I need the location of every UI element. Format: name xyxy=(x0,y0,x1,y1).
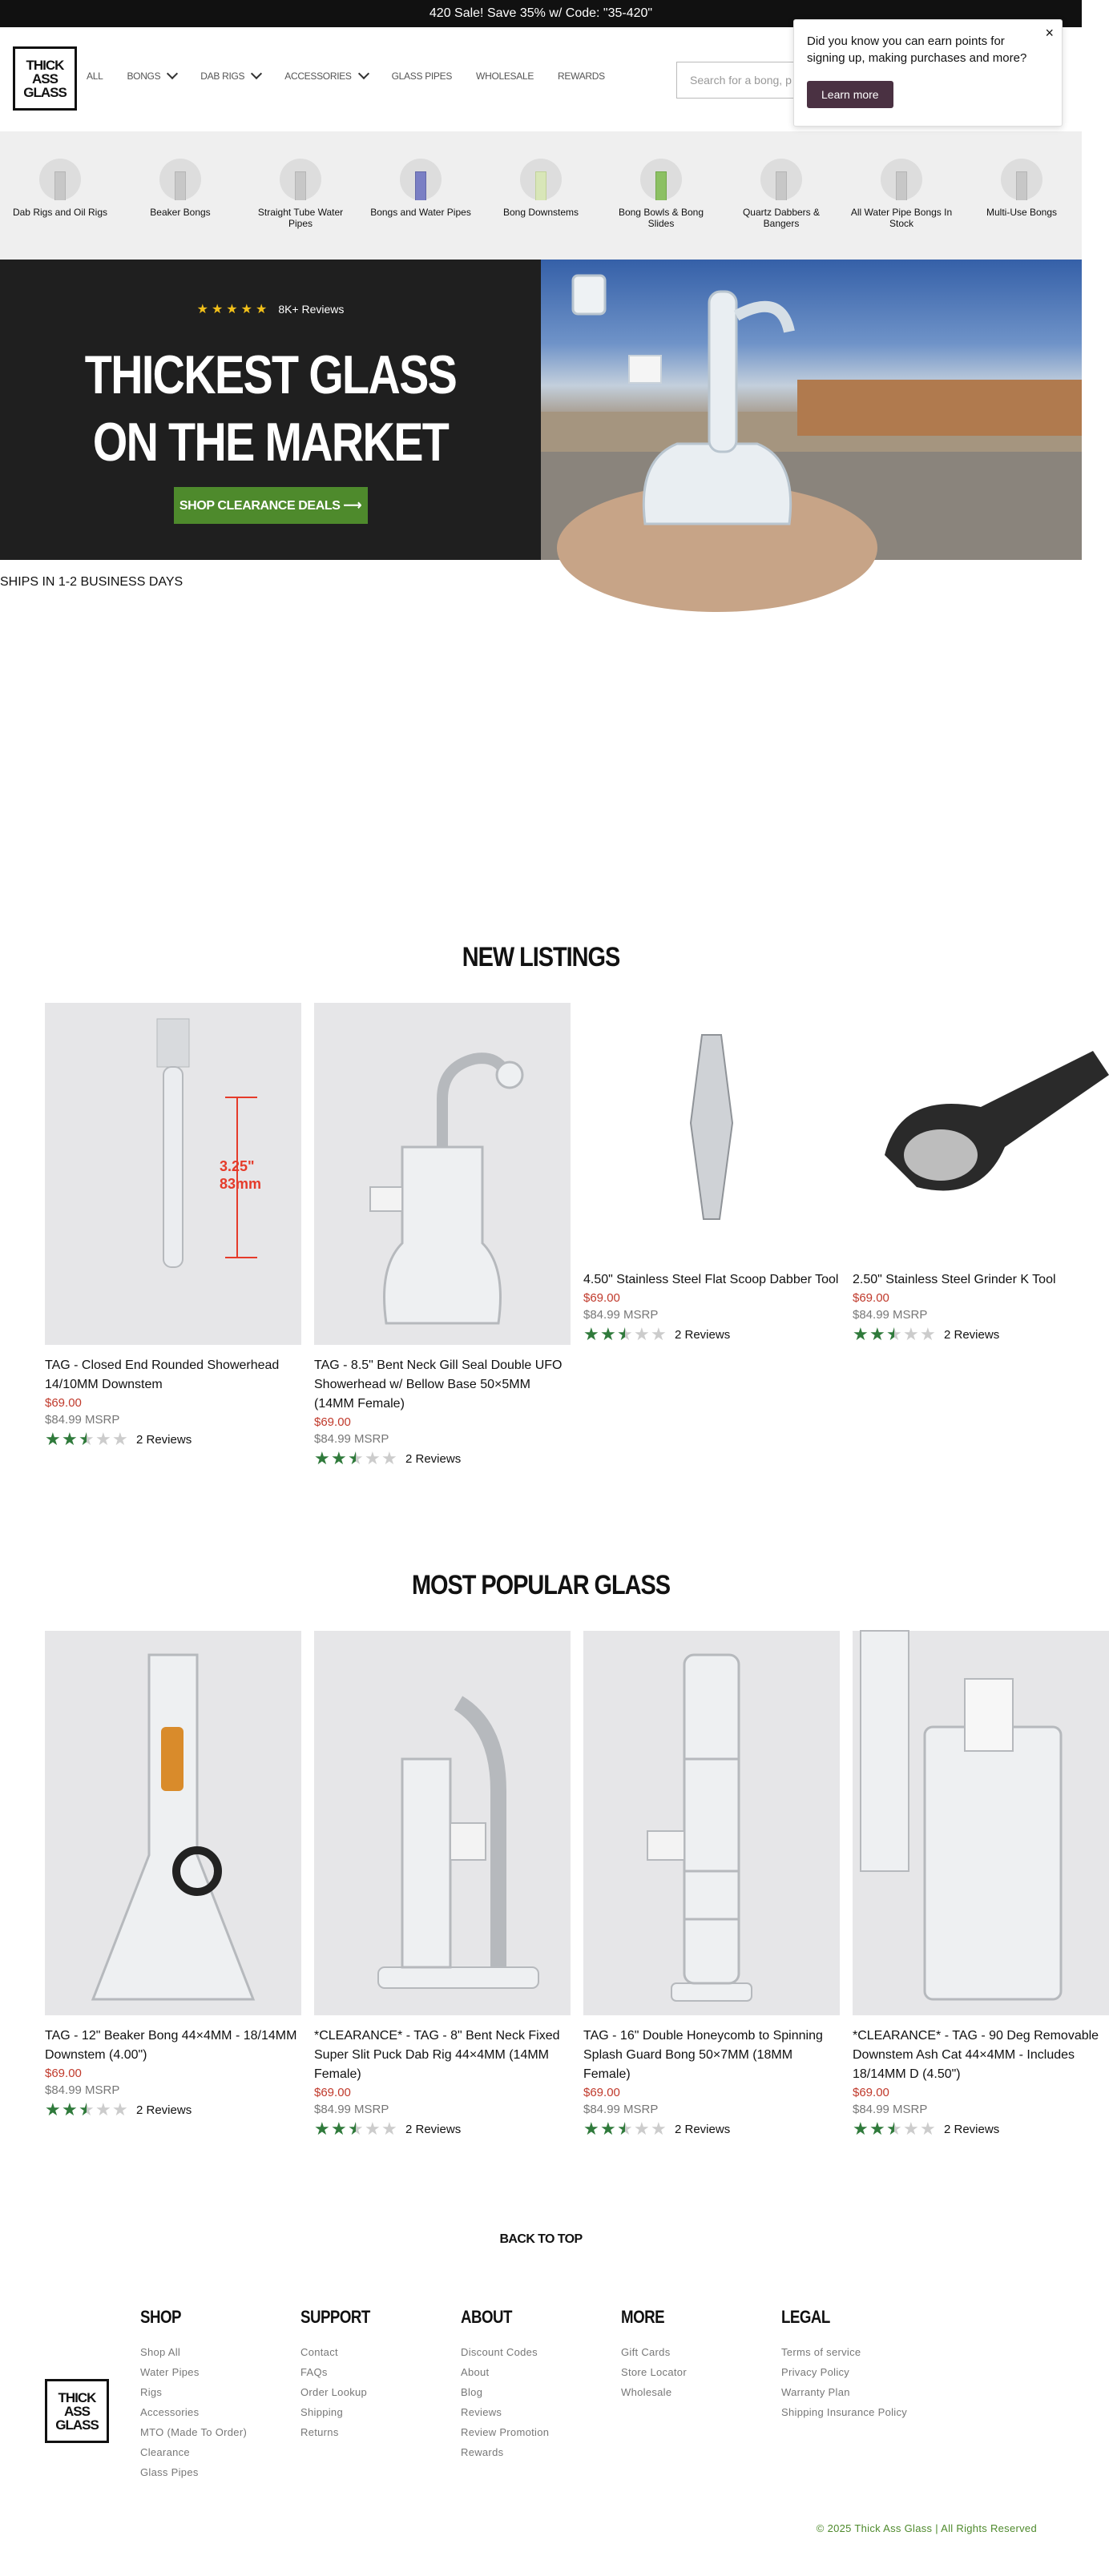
footer-link[interactable]: Returns xyxy=(300,2426,339,2438)
footer-link[interactable]: Accessories xyxy=(140,2406,200,2418)
footer-logo[interactable] xyxy=(45,2379,109,2443)
new-listings-carousel xyxy=(0,1003,1056,1483)
footer-link[interactable]: Store Locator xyxy=(621,2366,687,2378)
new-listings-title: NEW LISTINGS xyxy=(462,942,620,972)
footer-heading: SHOP xyxy=(140,2307,181,2327)
product-rating xyxy=(45,2099,301,2119)
rating-stars: ★ ★ ★ ★ ★ xyxy=(853,1324,936,1344)
product-name[interactable]: 4.50" Stainless Steel Flat Scoop Dabber Tool xyxy=(583,1273,839,1286)
rating-stars: ★ ★ ★ ★ ★ xyxy=(583,2119,667,2139)
category-label: Straight Tube Water Pipes xyxy=(257,207,344,229)
nav-item-dab-rigs[interactable] xyxy=(200,70,260,82)
review-count: 2 Reviews xyxy=(944,1327,1000,1342)
product-msrp: $84.99 MSRP xyxy=(853,2103,928,2116)
chevron-down-icon xyxy=(167,68,178,79)
footer-link[interactable]: Review Promotion xyxy=(461,2426,550,2438)
footer-link[interactable]: Gift Cards xyxy=(621,2346,671,2358)
category-label: Quartz Dabbers & Bangers xyxy=(742,207,821,229)
category-image xyxy=(520,159,562,200)
nav-label: ALL xyxy=(87,70,103,82)
product-name[interactable]: 2.50" Stainless Steel Grinder K Tool xyxy=(853,1273,1056,1286)
product-name[interactable]: TAG - 12" Beaker Bong 44×4MM - 18/14MM Downstem (4.00") xyxy=(45,2029,297,2062)
footer-column-support xyxy=(300,2307,445,2442)
rating-stars: ★ ★ ★ ★ ★ xyxy=(45,1429,128,1449)
product-price: $69.00 xyxy=(45,1396,82,1410)
nav-label: GLASS PIPES xyxy=(391,70,453,82)
category-dab-rigs[interactable] xyxy=(8,159,112,260)
review-count: 2 Reviews xyxy=(944,2122,1000,2136)
footer-link[interactable]: Shipping Insurance Policy xyxy=(781,2406,908,2418)
product-card[interactable] xyxy=(45,1631,301,2118)
category-image xyxy=(280,159,321,200)
shop-clearance-button[interactable]: SHOP CLEARANCE DEALS ⟶ xyxy=(174,487,368,524)
product-rating xyxy=(583,2121,840,2137)
footer-link[interactable]: Privacy Policy xyxy=(781,2366,850,2378)
nav-item-all[interactable] xyxy=(87,70,103,82)
footer-link[interactable]: FAQs xyxy=(300,2366,328,2378)
footer-link[interactable]: Shipping xyxy=(300,2406,343,2418)
product-rating xyxy=(314,2121,571,2137)
chevron-down-icon xyxy=(358,68,369,79)
category-beaker-bongs[interactable] xyxy=(128,159,232,260)
category-bongs-water-pipes[interactable] xyxy=(369,159,473,260)
close-icon[interactable]: × xyxy=(1045,25,1054,41)
hero-reviews: 8K+ Reviews xyxy=(278,303,345,316)
main-nav xyxy=(87,70,629,82)
nav-item-accessories[interactable] xyxy=(284,70,367,82)
learn-more-button[interactable]: Learn more xyxy=(807,81,893,108)
logo-line: ASS xyxy=(64,2403,90,2419)
hero-rating xyxy=(0,301,541,317)
footer-heading: LEGAL xyxy=(781,2307,830,2327)
nav-label: WHOLESALE xyxy=(476,70,534,82)
category-image xyxy=(760,159,802,200)
product-msrp: $84.99 MSRP xyxy=(314,1432,389,1446)
footer-link[interactable]: Blog xyxy=(461,2386,483,2398)
product-name[interactable]: *CLEARANCE* - TAG - 90 Deg Removable Downstem Ash Cat 44×4MM - Includes 18/14MM D (4.50") xyxy=(853,2029,1099,2081)
review-count: 2 Reviews xyxy=(405,1451,462,1466)
product-name[interactable]: TAG - Closed End Rounded Showerhead 14/10MM Downstem xyxy=(45,1358,280,1391)
category-bowls-slides[interactable] xyxy=(609,159,713,260)
footer-link[interactable]: Warranty Plan xyxy=(781,2386,850,2398)
product-price: $69.00 xyxy=(45,2067,82,2080)
footer-link[interactable]: Rigs xyxy=(140,2386,163,2398)
review-count: 2 Reviews xyxy=(675,1327,731,1342)
category-label: Dab Rigs and Oil Rigs xyxy=(12,207,108,218)
category-image xyxy=(39,159,81,200)
nav-label: BONGS xyxy=(127,70,161,82)
product-image xyxy=(45,1003,301,1345)
product-card[interactable] xyxy=(853,1003,1109,1342)
hero-title-line: ON THE MARKET xyxy=(92,412,449,473)
nav-label: REWARDS xyxy=(558,70,605,82)
rating-stars: ★ ★ ★ ★ ★ xyxy=(314,1448,397,1468)
product-msrp: $84.99 MSRP xyxy=(853,1308,928,1322)
logo-line: ASS xyxy=(32,70,58,87)
category-image xyxy=(881,159,922,200)
footer-link[interactable]: Reviews xyxy=(461,2406,502,2418)
logo-line: THICK xyxy=(26,57,64,73)
hero-title-line: THICKEST GLASS xyxy=(84,344,457,405)
product-price: $69.00 xyxy=(314,2086,351,2099)
hero-photo xyxy=(541,260,1082,560)
footer-link[interactable]: MTO (Made To Order) xyxy=(140,2426,248,2438)
footer-column-shop xyxy=(140,2307,284,2482)
popular-carousel xyxy=(0,1631,1099,2159)
product-msrp: $84.99 MSRP xyxy=(583,1308,659,1322)
product-card[interactable] xyxy=(45,1003,301,1447)
category-image xyxy=(159,159,201,200)
product-card[interactable] xyxy=(583,1003,840,1342)
category-quartz[interactable] xyxy=(729,159,833,260)
hero-title xyxy=(49,341,493,476)
product-card[interactable] xyxy=(583,1631,840,2137)
hero-banner xyxy=(0,260,541,560)
product-image xyxy=(583,1631,840,2015)
product-name[interactable]: TAG - 16" Double Honeycomb to Spinning Splash Guard Bong 50×7MM (18MM Female) xyxy=(583,2029,823,2081)
product-card[interactable] xyxy=(314,1003,571,1467)
product-name[interactable]: TAG - 8.5" Bent Neck Gill Seal Double UFO Showerhead w/ Bellow Base 50×5MM (14MM Female) xyxy=(314,1358,563,1411)
product-price: $69.00 xyxy=(314,1415,351,1429)
search-placeholder: Search for a bong, p xyxy=(690,74,792,87)
product-msrp: $84.99 MSRP xyxy=(583,2103,659,2116)
category-label: Beaker Bongs xyxy=(150,207,211,218)
category-strip xyxy=(0,131,1082,260)
category-multi-use[interactable] xyxy=(970,159,1074,260)
footer-column-legal xyxy=(781,2307,926,2422)
product-image xyxy=(853,1631,1109,2015)
category-label: Bong Downstems xyxy=(502,207,579,218)
hero-image xyxy=(541,260,1082,560)
shipping-notice: SHIPS IN 1-2 BUSINESS DAYS xyxy=(0,575,183,589)
footer-link[interactable]: Order Lookup xyxy=(300,2386,368,2398)
rating-stars: ★ ★ ★ ★ ★ xyxy=(583,1324,667,1344)
footer-link[interactable]: Terms of service xyxy=(781,2346,861,2358)
product-rating xyxy=(853,1326,1109,1342)
product-price: $69.00 xyxy=(853,1291,889,1305)
category-label: Multi-Use Bongs xyxy=(986,207,1058,218)
product-price: $69.00 xyxy=(583,1291,620,1305)
review-count: 2 Reviews xyxy=(136,2103,192,2117)
footer-link[interactable]: About xyxy=(461,2366,490,2378)
footer-link[interactable]: Clearance xyxy=(140,2446,190,2458)
product-image xyxy=(314,1003,571,1345)
footer-link[interactable]: Contact xyxy=(300,2346,338,2358)
product-msrp: $84.99 MSRP xyxy=(45,1413,120,1427)
footer-link[interactable]: Rewards xyxy=(461,2446,504,2458)
product-price: $69.00 xyxy=(583,2086,620,2099)
svg-text:83mm: 83mm xyxy=(220,1176,262,1192)
footer-link[interactable]: Shop All xyxy=(140,2346,181,2358)
review-count: 2 Reviews xyxy=(136,1432,192,1447)
nav-item-bongs[interactable] xyxy=(127,70,176,82)
category-label: Bong Bowls & Bong Slides xyxy=(618,207,704,229)
nav-label: DAB RIGS xyxy=(200,70,245,82)
footer-link[interactable]: Discount Codes xyxy=(461,2346,538,2358)
product-card[interactable] xyxy=(314,1631,571,2137)
svg-text:3.25": 3.25" xyxy=(220,1158,255,1174)
category-image xyxy=(400,159,442,200)
product-image xyxy=(45,1631,301,2015)
logo-line: GLASS xyxy=(23,84,67,100)
product-card[interactable] xyxy=(853,1631,1109,2137)
product-image xyxy=(314,1631,571,2015)
footer-link[interactable]: Glass Pipes xyxy=(140,2466,199,2478)
product-image xyxy=(853,1003,1109,1259)
product-price: $69.00 xyxy=(853,2086,889,2099)
review-count: 2 Reviews xyxy=(405,2122,462,2136)
chevron-down-icon xyxy=(251,68,262,79)
logo-line: GLASS xyxy=(55,2417,99,2433)
footer-column-about xyxy=(461,2307,605,2462)
product-rating xyxy=(45,1431,301,1447)
rating-stars: ★ ★ ★ ★ ★ xyxy=(314,2119,397,2139)
nav-item-glass-pipes[interactable] xyxy=(392,70,452,82)
rewards-popup xyxy=(793,19,1063,127)
footer-heading: SUPPORT xyxy=(300,2307,370,2327)
announcement-text: 420 Sale! Save 35% w/ Code: "35-420" xyxy=(429,6,653,20)
footer-column-more xyxy=(621,2307,765,2402)
review-count: 2 Reviews xyxy=(675,2122,731,2136)
footer-heading: ABOUT xyxy=(461,2307,512,2327)
nav-label: ACCESSORIES xyxy=(284,70,352,82)
footer-link[interactable]: Water Pipes xyxy=(140,2366,200,2378)
copyright-text: © 2025 Thick Ass Glass | All Rights Reserved xyxy=(816,2522,1037,2534)
product-image xyxy=(583,1003,840,1259)
nav-item-rewards[interactable] xyxy=(558,70,605,82)
category-image xyxy=(640,159,682,200)
product-rating xyxy=(853,2121,1109,2137)
product-name[interactable]: *CLEARANCE* - TAG - 8" Bent Neck Fixed Super Slit Puck Dab Rig 44×4MM (14MM Female) xyxy=(314,2029,560,2081)
category-in-stock[interactable] xyxy=(849,159,954,260)
product-rating xyxy=(583,1326,840,1342)
logo-line: THICK xyxy=(58,2389,96,2405)
rating-stars: ★ ★ ★ ★ ★ xyxy=(45,2099,128,2119)
category-label: All Water Pipe Bongs In Stock xyxy=(850,207,953,229)
site-logo[interactable] xyxy=(13,46,77,111)
footer-link[interactable]: Wholesale xyxy=(621,2386,672,2398)
star-icons: ★★★★★ xyxy=(196,303,271,316)
product-rating xyxy=(314,1448,571,1468)
back-to-top-link[interactable]: BACK TO TOP xyxy=(499,2232,583,2246)
product-msrp: $84.99 MSRP xyxy=(45,2083,120,2097)
footer-heading: MORE xyxy=(621,2307,665,2327)
most-popular-title: MOST POPULAR GLASS xyxy=(411,1570,671,1600)
popup-text: Did you know you can earn points for signing up, making purchases and more? xyxy=(807,34,1027,65)
category-image xyxy=(1001,159,1042,200)
product-msrp: $84.99 MSRP xyxy=(314,2103,389,2116)
category-label: Bongs and Water Pipes xyxy=(370,207,471,218)
category-downstems[interactable] xyxy=(489,159,593,260)
nav-item-wholesale[interactable] xyxy=(476,70,534,82)
rating-stars: ★ ★ ★ ★ ★ xyxy=(853,2119,936,2139)
category-straight-tube[interactable] xyxy=(248,159,353,260)
